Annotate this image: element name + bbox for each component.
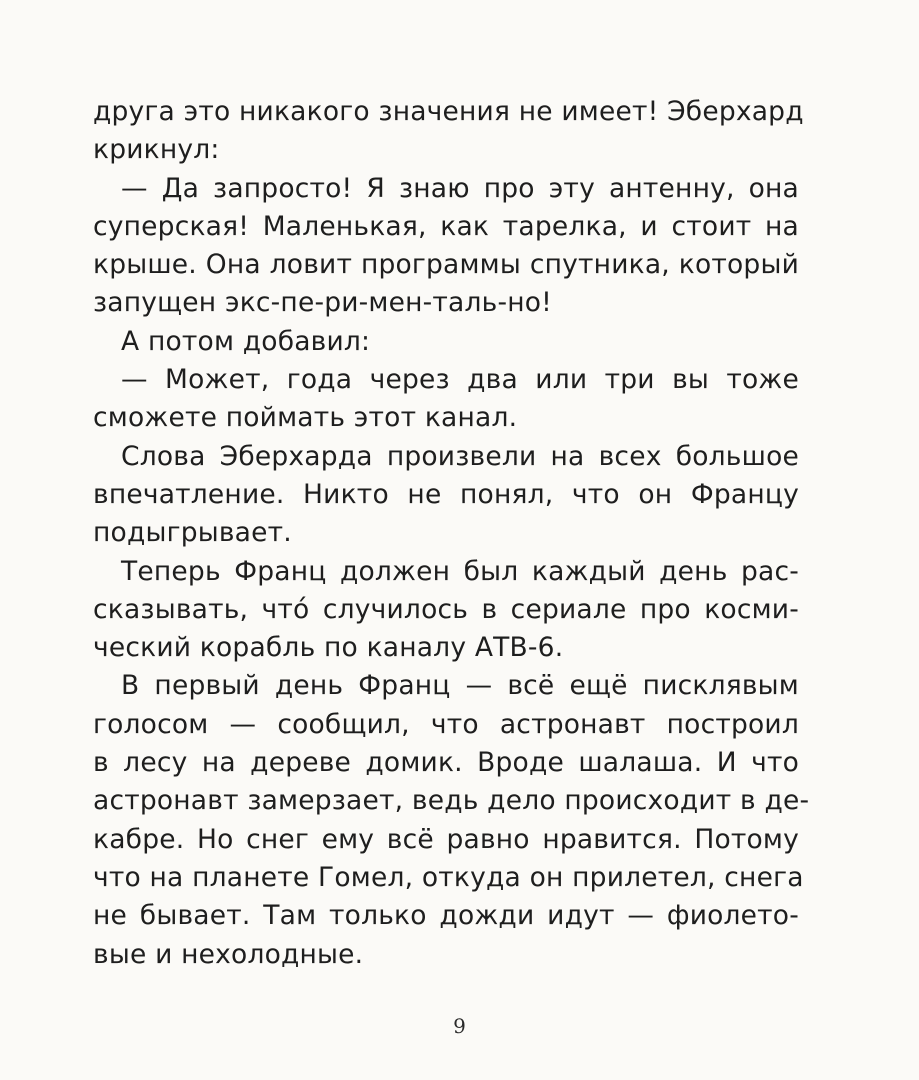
text-line: впечатление. Никто не понял, что он Францу: [93, 478, 799, 510]
text-line: Теперь Франц должен был каждый день рас-: [121, 555, 799, 587]
text-line: крикнул:: [93, 134, 220, 166]
text-line: Слова Эберхарда произвели на всех большое: [121, 440, 799, 472]
text-line: — Может, года через два или три вы тоже: [121, 364, 799, 396]
text-line: В первый день Франц — всё ещё писклявым: [121, 670, 799, 702]
text-line: кабре. Но снег ему всё равно нравится. Потому: [93, 823, 799, 855]
text-line: в лесу на дереве домик. Вроде шалаша. И что: [93, 747, 799, 779]
text-line: голосом — сообщил, что астронавт построил: [93, 708, 799, 740]
text-line: что на планете Гомел, откуда он прилетел, снега: [93, 861, 804, 893]
text-line: ческий корабль по каналу АТВ-6.: [93, 632, 564, 664]
text-line: не бывает. Там только дожди идут — фиолето-: [93, 900, 799, 932]
text-line: сказывать, что́ случилось в сериале про косми-: [93, 593, 799, 625]
text-line: сможете поймать этот канал.: [93, 402, 518, 434]
text-line: подыгрывает.: [93, 517, 292, 549]
text-line: суперская! Маленькая, как тарелка, и стоит на: [93, 210, 799, 242]
text-line: запущен экс-пе-ри-мен-таль-но!: [93, 287, 552, 319]
text-line: вые и нехолодные.: [93, 938, 364, 970]
text-line: крыше. Она ловит программы спутника, который: [93, 249, 799, 281]
page-text: [93, 93, 810, 974]
text-line: А потом добавил:: [121, 325, 371, 357]
text-line: астронавт замерзает, ведь дело происходит в де-: [93, 785, 810, 817]
page-number: 9: [453, 1014, 466, 1038]
text-line: — Да запросто! Я знаю про эту антенну, она: [121, 172, 799, 204]
text-line: друга это никакого значения не имеет! Эберхард: [93, 96, 804, 127]
